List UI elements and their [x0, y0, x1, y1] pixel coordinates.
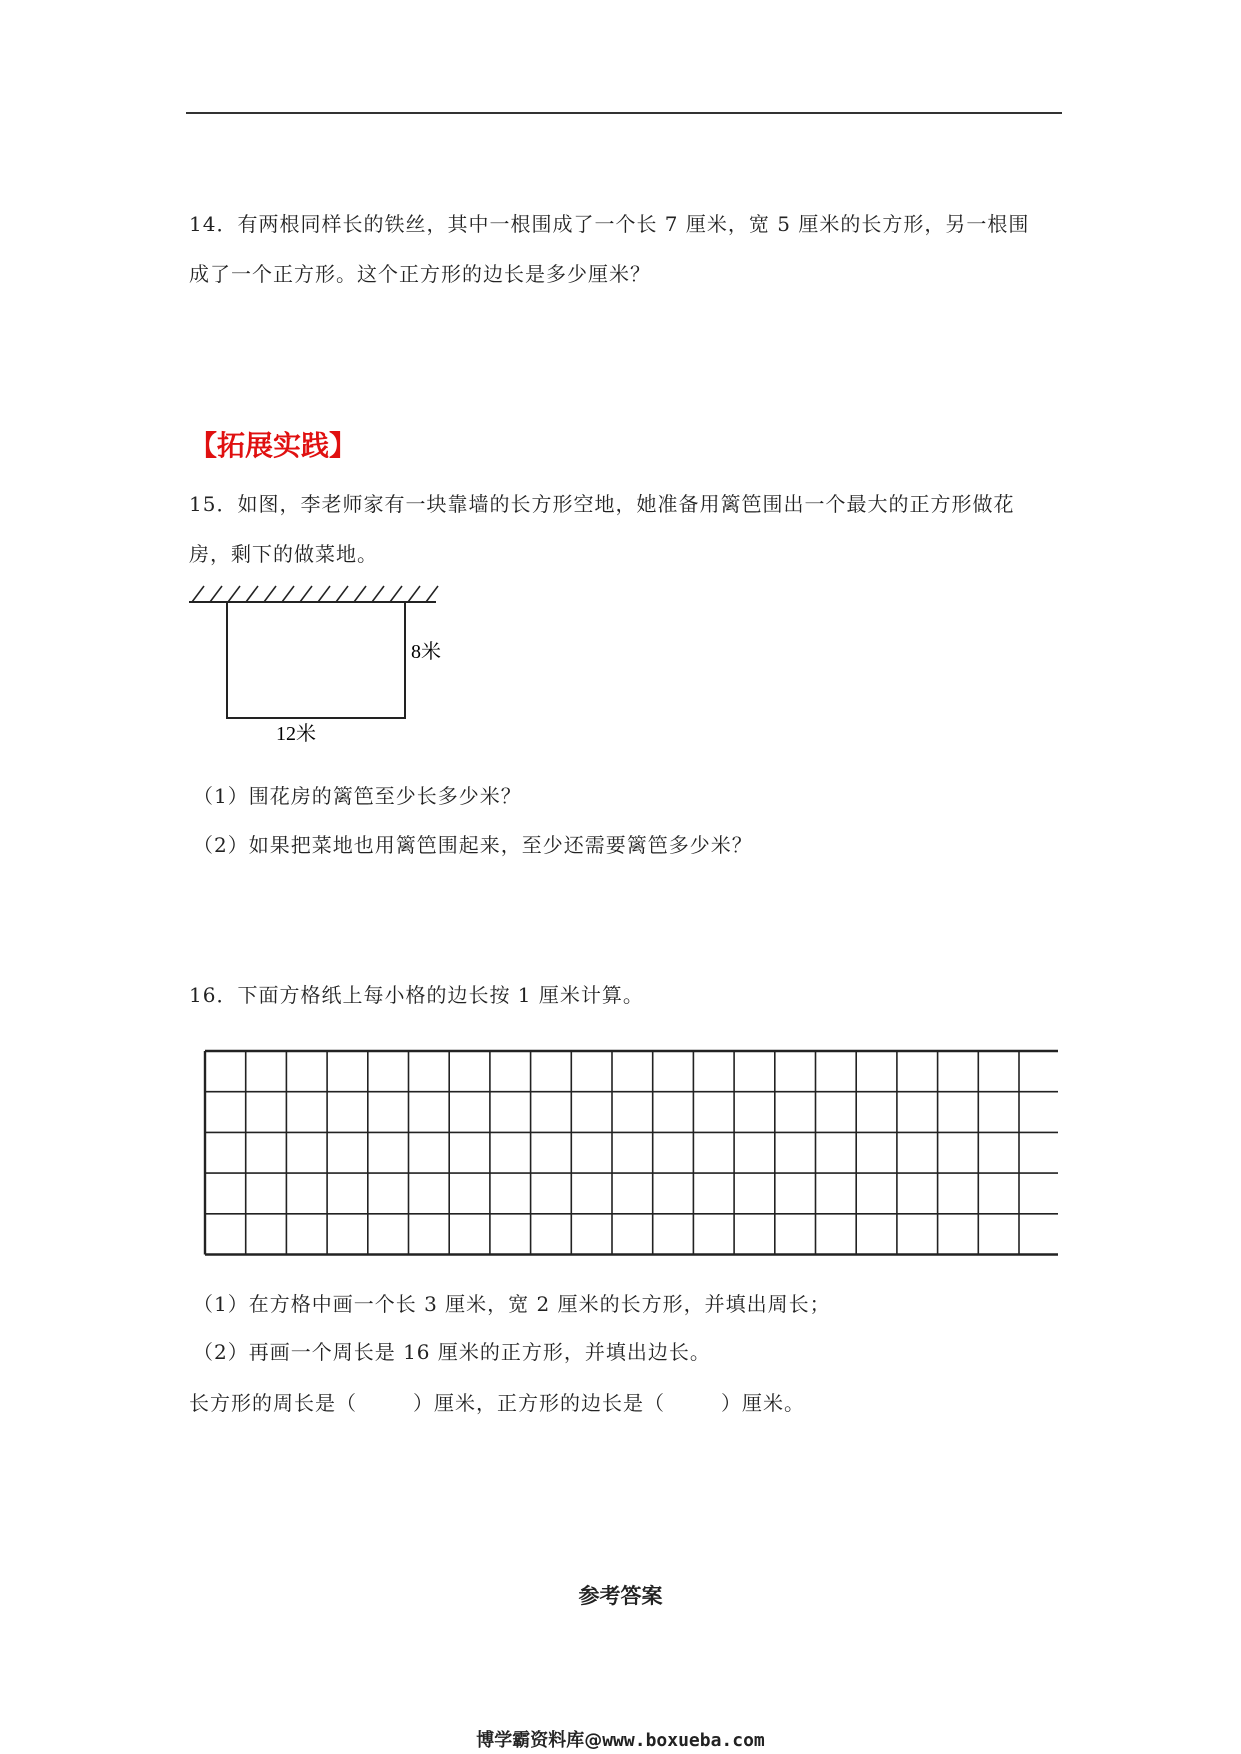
- field-rectangle: [227, 602, 405, 718]
- question-16-line-1: 16．下面方格纸上每小格的边长按 1 厘米计算。: [189, 983, 644, 1007]
- wall-rectangle-figure: [180, 578, 460, 758]
- square-grid: [200, 1046, 1058, 1258]
- question-15-sub-1: （1）围花房的篱笆至少长多少米？: [193, 784, 522, 808]
- section-title: 【拓展实践】: [189, 429, 358, 462]
- fill-in-sentence: [189, 1388, 805, 1418]
- question-14-line-2: 成了一个正方形。这个正方形的边长是多少厘米？: [189, 262, 651, 286]
- question-14-line-1: 14．有两根同样长的铁丝，其中一根围成了一个长 7 厘米，宽 5 厘米的长方形，另一根围: [189, 212, 1030, 236]
- question-16-sub-2: （2）再画一个周长是 16 厘米的正方形，并填出边长。: [193, 1340, 711, 1364]
- question-14: [189, 199, 1029, 299]
- height-label: 8米: [411, 641, 441, 663]
- question-15-line-1: 15．如图，李老师家有一块靠墙的长方形空地，她准备用篱笆围出一个最大的正方形做花: [189, 492, 1015, 516]
- footer: [0, 1726, 1241, 1752]
- question-16-sub-1: （1）在方格中画一个长 3 厘米，宽 2 厘米的长方形，并填出周长；: [193, 1292, 831, 1316]
- fill-text-3: ）厘米。: [721, 1391, 805, 1415]
- top-rule: [186, 112, 1062, 114]
- answer-heading: 参考答案: [578, 1584, 663, 1608]
- footer-prefix: 博学霸资料库@: [476, 1730, 603, 1751]
- question-15-sub-2: （2）如果把菜地也用篱笆围起来，至少还需要篱笆多少米？: [193, 833, 753, 857]
- fill-text-1: 长方形的周长是（: [189, 1391, 357, 1415]
- wall-hatching: [189, 586, 438, 602]
- question-15-line-2: 房，剩下的做菜地。: [189, 542, 378, 566]
- width-label: 12米: [276, 723, 316, 745]
- fill-text-2: ）厘米，正方形的边长是（: [413, 1391, 665, 1415]
- question-15: [189, 479, 1014, 579]
- footer-url: www.boxueba.com: [602, 1730, 765, 1751]
